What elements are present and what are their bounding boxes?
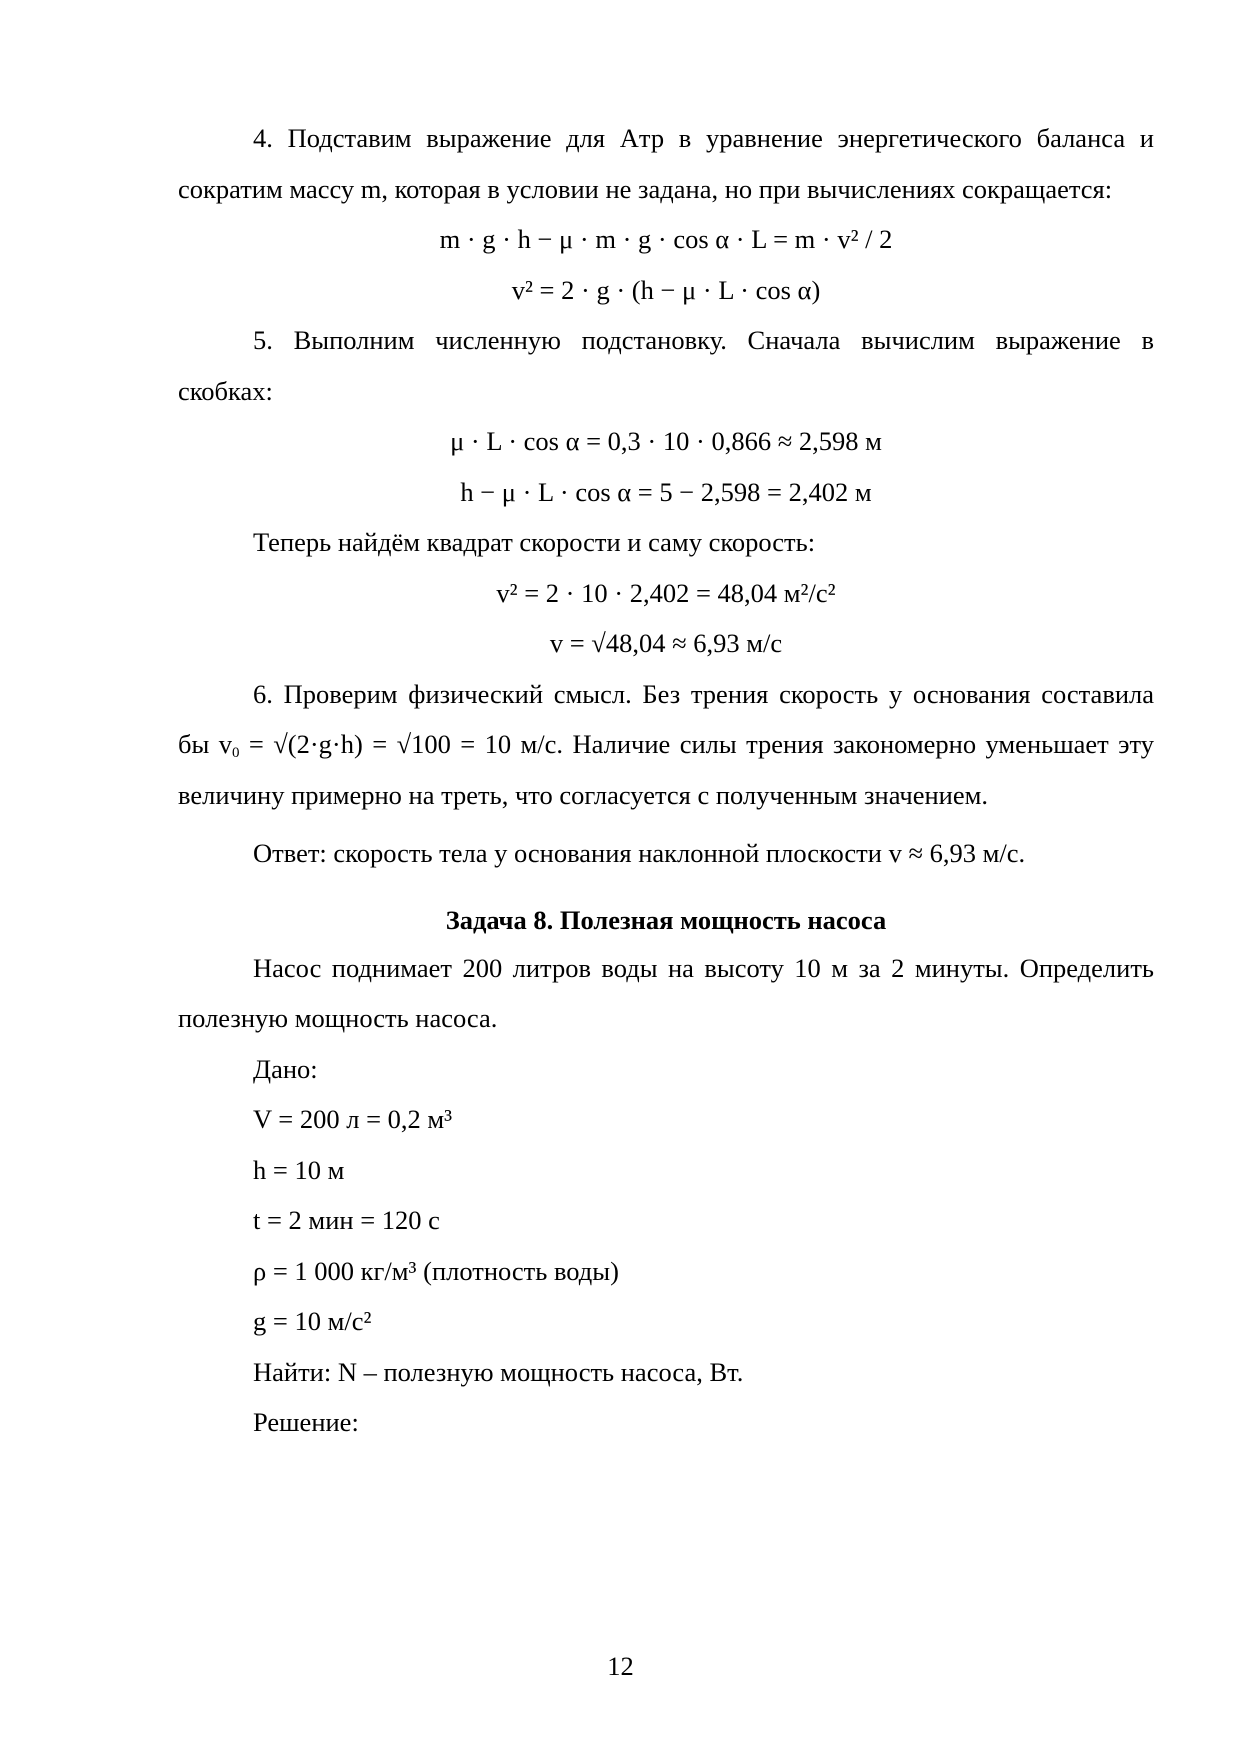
paragraph-step-6	[178, 669, 1154, 821]
page-content	[178, 113, 1154, 1448]
step-6-text-end: = √(2·g·h) = √100 = 10 м/с. Наличие силы трения закономерно уменьшает эту величину примерно на треть, что согласуется с полученным значением.	[178, 729, 1154, 810]
given-label: Дано:	[253, 1053, 318, 1084]
formula-energy-balance: m · g · h − μ · m · g · cos α · L = m · v² / 2	[439, 224, 893, 254]
formula-bracket-value: h − μ · L · cos α = 5 − 2,598 = 2,402 м	[460, 476, 872, 507]
given-time: t = 2 мин = 120 с	[253, 1205, 440, 1235]
step-6-text-start: 6. Проверим физический смысл. Без трения скорость у основания составила бы v	[178, 678, 1154, 759]
given-density: ρ = 1 000 кг/м³ (плотность воды)	[253, 1255, 619, 1286]
answer-line: Ответ: скорость тела у основания наклонной плоскости v ≈ 6,93 м/с.	[253, 838, 1026, 868]
paragraph-step-4: 4. Подставим выражение для Aтр в уравнение энергетического баланса и сократим массу m, которая в условии не задана, но при вычислениях сокращается:	[178, 123, 1154, 204]
v0-subscript: 0	[231, 745, 240, 761]
solution-label: Решение:	[253, 1407, 359, 1437]
page-number: 12	[607, 1651, 634, 1681]
task-8-heading: Задача 8. Полезная мощность насоса	[445, 904, 887, 935]
paragraph-step-5: 5. Выполним численную подстановку. Сначала вычислим выражение в скобках:	[178, 325, 1154, 406]
paragraph-step-5-note: Теперь найдём квадрат скорости и саму скорость:	[253, 527, 816, 557]
find-line: Найти: N – полезную мощность насоса, Вт.	[253, 1356, 744, 1387]
formula-friction-term: μ · L · cos α = 0,3 · 10 · 0,866 ≈ 2,598 м	[450, 426, 882, 456]
given-gravity: g = 10 м/с²	[253, 1306, 372, 1336]
task-8-statement: Насос поднимает 200 литров воды на высоту 10 м за 2 минуты. Определить полезную мощность насоса.	[178, 952, 1154, 1033]
given-height: h = 10 м	[253, 1154, 345, 1185]
given-volume: V = 200 л = 0,2 м³	[253, 1104, 453, 1134]
formula-v-squared-value: v² = 2 · 10 · 2,402 = 48,04 м²/с²	[496, 577, 836, 608]
formula-v-value: v = √48,04 ≈ 6,93 м/с	[549, 628, 783, 658]
formula-velocity-squared: v² = 2 · g · (h − μ · L · cos α)	[511, 274, 821, 305]
